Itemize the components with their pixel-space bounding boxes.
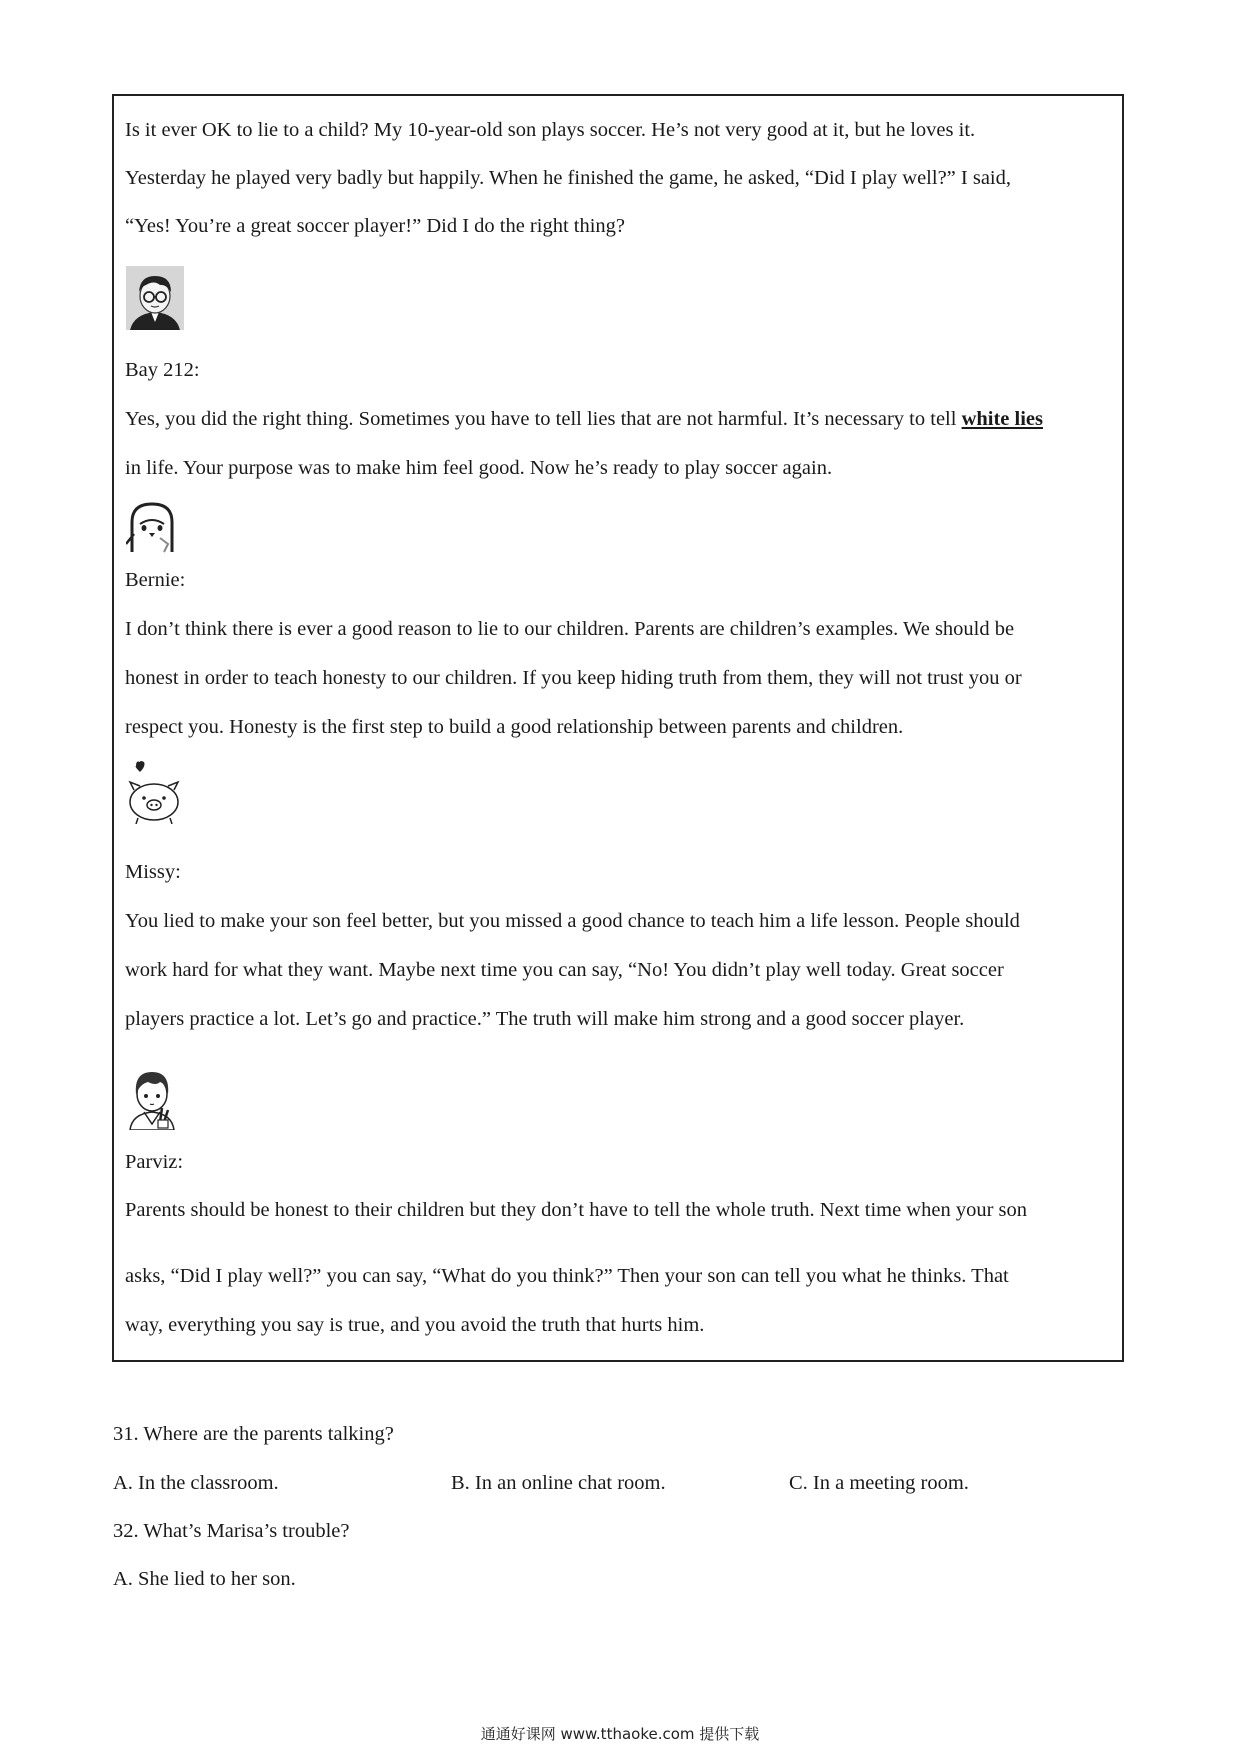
post-line-3: “Yes! You’re a great soccer player!” Did I do the right thing? [125, 215, 626, 237]
post-line-2: Yesterday he played very badly but happily. When he finished the game, he asked, “Did I play well?” I said, [125, 167, 1011, 189]
question-31-stem: 31. Where are the parents talking? [113, 1423, 394, 1445]
post-line-1: Is it ever OK to lie to a child? My 10-year-old son plays soccer. He’s not very good at it, but he loves it. [125, 119, 976, 141]
white-lies-emphasis: white lies [961, 408, 1043, 430]
reply-line [125, 409, 1043, 430]
reply-name: Missy: [125, 861, 181, 883]
question-31-option-b: B. In an online chat room. [451, 1472, 666, 1494]
reply-line: players practice a lot. Let’s go and practice.” The truth will make him strong and a good soccer player. [125, 1008, 965, 1030]
pig-avatar-icon [126, 760, 182, 824]
question-31-option-a: A. In the classroom. [113, 1472, 279, 1494]
reply-name: Bay 212: [125, 359, 200, 381]
reply-line: Parents should be honest to their children but they don’t have to tell the whole truth. Next time when your son [125, 1199, 1028, 1221]
question-32-stem: 32. What’s Marisa’s trouble? [113, 1520, 350, 1542]
reply-line: way, everything you say is true, and you avoid the truth that hurts him. [125, 1314, 705, 1336]
penguin-avatar-icon [126, 500, 178, 554]
reply-line: work hard for what they want. Maybe next time you can say, “No! You didn’t play well today. Great soccer [125, 959, 1004, 981]
reply-line: asks, “Did I play well?” you can say, “What do you think?” Then your son can tell you what he thinks. That [125, 1265, 1009, 1287]
reply-line: honest in order to teach honesty to our children. If you keep hiding truth from them, they will not trust you or [125, 667, 1022, 689]
reply-line: respect you. Honesty is the first step to build a good relationship between parents and children. [125, 716, 904, 738]
reply-name: Bernie: [125, 569, 186, 591]
footer-watermark: 通通好课网 www.tthaoke.com 提供下载 [480, 1725, 760, 1743]
glasses-boy-avatar-icon [126, 266, 184, 330]
reply-name: Parviz: [125, 1151, 184, 1173]
reply-line: I don’t think there is ever a good reason to lie to our children. Parents are children’s examples. We should be [125, 618, 1015, 640]
question-32-option-a: A. She lied to her son. [113, 1568, 296, 1590]
reply-text: Yes, you did the right thing. Sometimes you have to tell lies that are not harmful. It’s necessary to tell [125, 408, 962, 430]
boy-peace-sign-avatar-icon [126, 1064, 178, 1130]
reply-line: in life. Your purpose was to make him feel good. Now he’s ready to play soccer again. [125, 457, 833, 479]
reply-line: You lied to make your son feel better, but you missed a good chance to teach him a life lesson. People should [125, 910, 1020, 932]
question-31-option-c: C. In a meeting room. [789, 1472, 969, 1494]
